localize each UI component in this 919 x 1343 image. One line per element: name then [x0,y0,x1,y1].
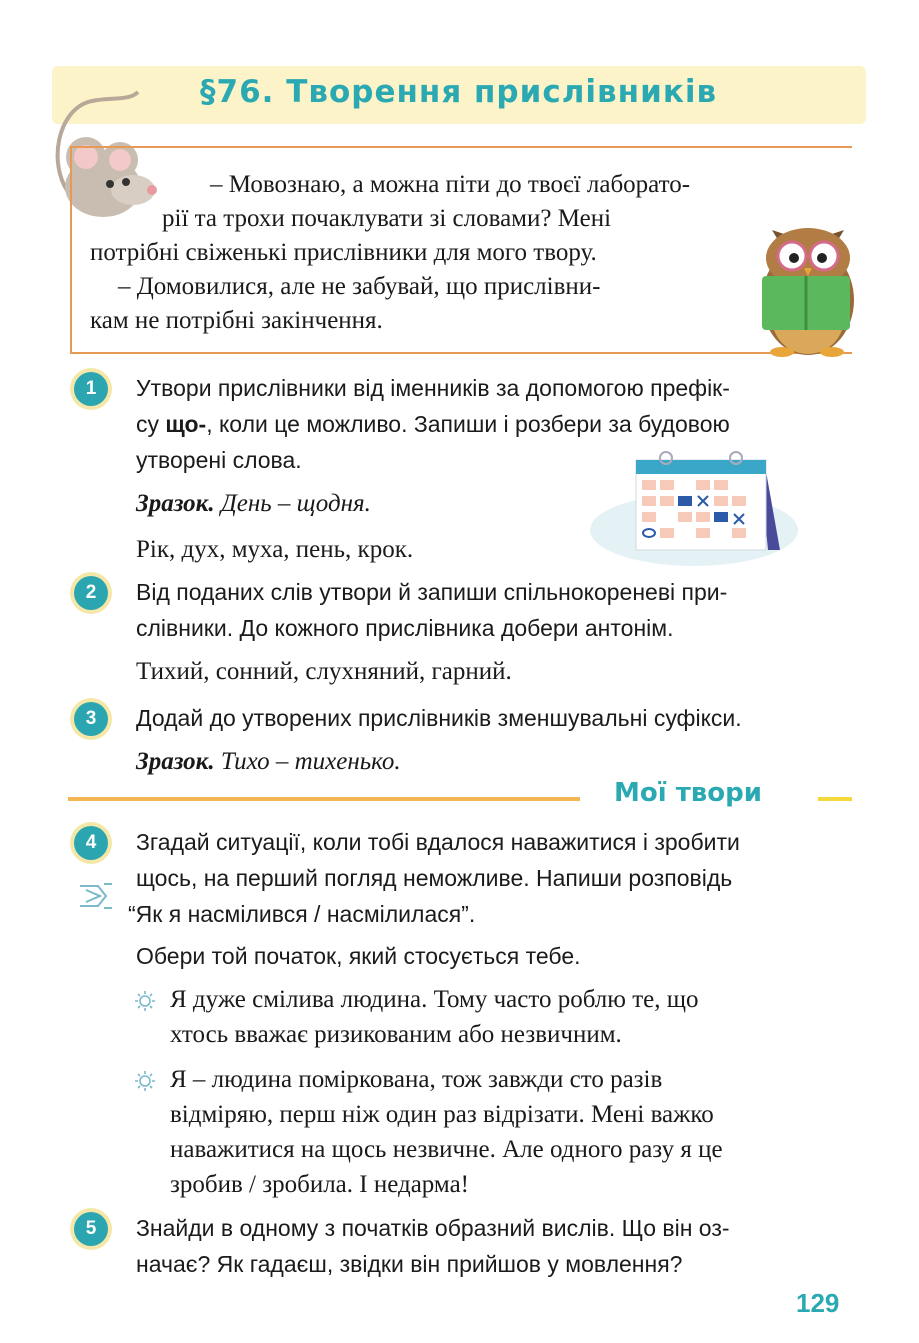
word-list: Тихий, сонний, слухняний, гарний. [136,658,512,685]
option-line: відміряю, перш ніж один раз відрізати. Мені важко [170,1101,714,1128]
option-line: Я – людина поміркована, тож завжди сто разів [170,1066,663,1093]
exercise-number-badge: 3 [74,702,108,736]
text-segment: , коли це можливо. Запиши і розбери за будовою [206,411,730,437]
exercise-text-line [136,442,302,478]
dialogue-line: рії та трохи почаклувати зі словами? Мені [162,205,612,232]
exercise-text-line: слівники. До кожного прислівника добери антонім. [136,615,674,641]
exercise-text-line: Від поданих слів утвори й запиши спільнокореневі при- [136,579,728,605]
dialogue-line: – Домовилися, але не забувай, що прислівни- [118,273,601,300]
text-segment: Утвори прислівники від іменників за допомогою префік- [136,375,730,401]
sun-icon [134,1070,156,1092]
exercise-text-line: начає? Як гадаєш, звідки він прийшов у мовлення? [136,1251,683,1277]
option-line: зробив / зробила. І недарма! [170,1171,469,1198]
exercise-number-badge: 2 [74,576,108,610]
sample-label: Зразок. [136,748,215,775]
sample-label: Зразок. [136,490,215,517]
calendar-illustration-icon [590,448,820,570]
word-list: Рік, дух, муха, пень, крок. [136,536,414,563]
dialogue-line: кам не потрібні закінчення. [90,307,383,334]
text-segment: утворені слова. [136,447,302,473]
option-line: Я дуже смілива людина. Тому часто роблю те, що [170,986,699,1013]
prefix-highlight: що- [165,411,207,437]
writing-arrows-icon [76,876,116,916]
exercise-number-badge: 5 [74,1212,108,1246]
exercise-text-line: “Як я насмілився / насмілилася”. [128,901,476,927]
page-number: 129 [796,1288,840,1318]
exercise-text-line [136,406,730,442]
sample-line [136,490,371,518]
sample-text: Тихо – тихенько. [220,748,401,775]
section-divider [68,797,580,801]
exercise-number-badge: 4 [74,826,108,860]
sample-line [136,748,401,776]
exercise-text-line [136,370,730,406]
option-line: хтось вважає ризикованим або незвичним. [170,1021,622,1048]
text-segment: су [136,411,166,437]
exercise-number-badge: 1 [74,372,108,406]
dialogue-line: потрібні свіженькі прислівники для мого твору. [90,239,597,266]
section-divider-accent [818,797,852,801]
option-line: наважитися на щось незвичне. Але одного разу я це [170,1136,723,1163]
owl-reading-icon [752,210,860,360]
page-title: §76. Творення прислівників [200,74,718,110]
sun-icon [134,990,156,1012]
exercise-instruction: Обери той початок, який стосується тебе. [136,943,581,969]
sample-text: День – щодня. [220,490,371,517]
section-title: Мої твори [614,778,762,808]
exercise-text-line: Згадай ситуації, коли тобі вдалося наважитися і зробити [136,829,740,855]
exercise-text-line: Додай до утворених прислівників зменшувальні суфікси. [136,705,742,731]
exercise-text-line: Знайди в одному з початків образний вислів. Що він оз- [136,1215,730,1241]
dialogue-line: – Мовознаю, а можна піти до твоєї лаборато- [210,171,691,198]
exercise-text-line: щось, на перший погляд неможливе. Напиши розповідь [136,865,733,891]
